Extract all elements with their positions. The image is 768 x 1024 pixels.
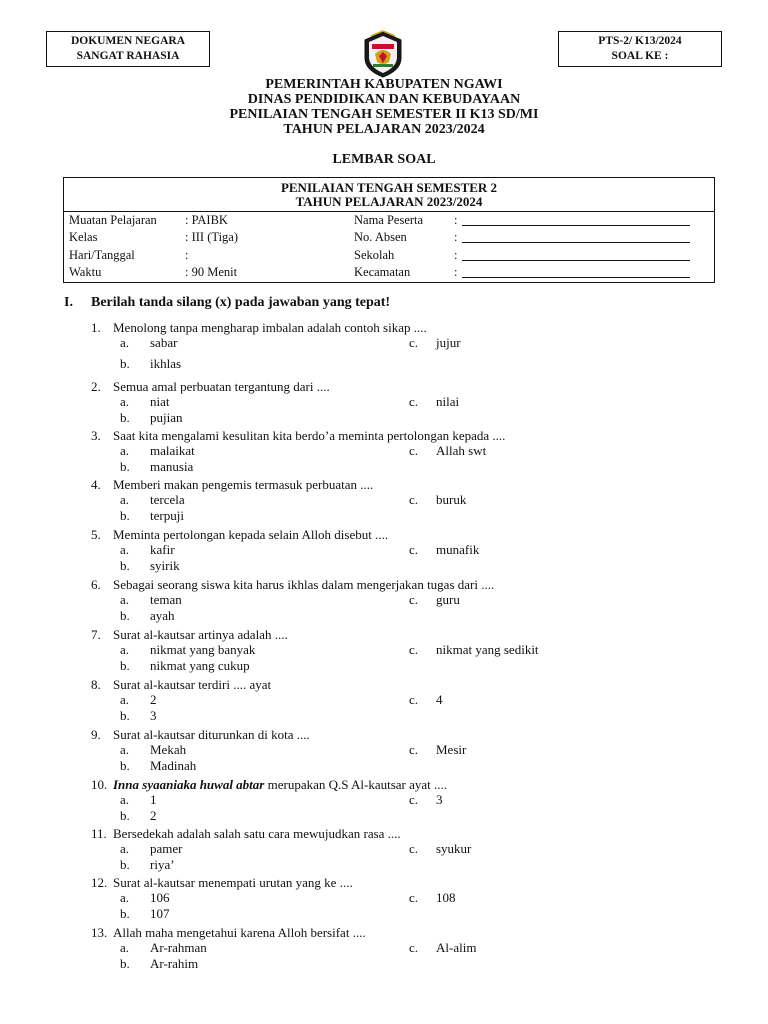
question-text: Bersedekah adalah salah satu cara mewujudkan rasa .... — [113, 826, 401, 841]
option-b-letter: b. — [120, 558, 130, 573]
question-number: 2. — [91, 379, 101, 394]
option-a[interactable]: kafir — [150, 542, 175, 557]
subject-value: : PAIBK — [185, 213, 228, 227]
option-b-letter: b. — [120, 708, 130, 723]
district-label: Kecamatan — [354, 265, 411, 279]
option-c-letter: c. — [409, 692, 419, 707]
option-b[interactable]: nikmat yang cukup — [150, 658, 250, 673]
option-b[interactable]: terpuji — [150, 508, 184, 523]
option-c-letter: c. — [409, 890, 419, 905]
participant-name-field[interactable] — [462, 225, 690, 226]
option-a-letter: a. — [120, 890, 130, 905]
option-a-letter: a. — [120, 592, 130, 607]
document-classification-box — [46, 31, 210, 67]
option-b-letter: b. — [120, 356, 130, 371]
assessment-title: PENILAIAN TENGAH SEMESTER II K13 SD/MI — [229, 107, 539, 122]
option-a[interactable]: 1 — [150, 792, 157, 807]
info-box-header — [64, 178, 714, 212]
option-b[interactable]: ikhlas — [150, 356, 182, 371]
department-title: DINAS PENDIDIKAN DAN KEBUDAYAAN — [247, 92, 521, 107]
option-c[interactable]: Al-alim — [436, 940, 477, 955]
question-text: Memberi makan pengemis termasuk perbuatan .... — [113, 477, 374, 492]
question-text: Allah maha mengetahui karena Alloh bersifat .... — [113, 925, 366, 940]
participant-name-colon: : — [454, 213, 458, 227]
classification-line-2: SANGAT RAHASIA — [76, 50, 180, 62]
class-label: Kelas — [69, 230, 98, 244]
option-b[interactable]: riya’ — [150, 857, 175, 872]
option-b[interactable]: syirik — [150, 558, 180, 573]
option-b-letter: b. — [120, 508, 130, 523]
option-c[interactable]: 108 — [436, 890, 456, 905]
question-number: 10. — [91, 777, 108, 792]
school-label: Sekolah — [354, 248, 395, 262]
option-c-letter: c. — [409, 642, 419, 657]
question-number: 4. — [91, 477, 101, 492]
option-a[interactable]: malaikat — [150, 443, 195, 458]
option-c[interactable]: buruk — [436, 492, 467, 507]
district-field[interactable] — [462, 277, 690, 278]
option-c-letter: c. — [409, 542, 419, 557]
option-a[interactable]: niat — [150, 394, 170, 409]
question-number: 3. — [91, 428, 101, 443]
subject-label: Muatan Pelajaran — [69, 213, 157, 227]
question-rest-text: merupakan Q.S Al-kautsar ayat .... — [264, 777, 448, 792]
info-header-line-2: TAHUN PELAJARAN 2023/2024 — [295, 194, 483, 209]
option-a-letter: a. — [120, 492, 130, 507]
option-b-letter: b. — [120, 410, 130, 425]
exam-code-line: PTS-2/ K13/2024 — [598, 35, 682, 47]
option-c-letter: c. — [409, 792, 419, 807]
question-number: 11. — [91, 826, 107, 841]
section-instruction: Berilah tanda silang (x) pada jawaban yang tepat! — [91, 295, 391, 310]
option-b[interactable]: 2 — [150, 808, 157, 823]
option-c[interactable]: jujur — [436, 335, 461, 350]
question-number: 12. — [91, 875, 108, 890]
option-b-letter: b. — [120, 956, 130, 971]
day-date-value: : — [185, 248, 189, 262]
duration-value: : 90 Menit — [185, 265, 238, 279]
option-c[interactable]: nilai — [436, 394, 460, 409]
question-text: Meminta pertolongan kepada selain Alloh disebut .... — [113, 527, 389, 542]
option-b[interactable]: manusia — [150, 459, 194, 474]
day-date-label: Hari/Tanggal — [69, 248, 135, 262]
option-a[interactable]: tercela — [150, 492, 185, 507]
option-b-letter: b. — [120, 658, 130, 673]
option-c[interactable]: 4 — [436, 692, 443, 707]
option-b-letter: b. — [120, 459, 130, 474]
option-a[interactable]: 106 — [150, 890, 170, 905]
option-a-letter: a. — [120, 792, 130, 807]
option-c-letter: c. — [409, 394, 419, 409]
option-b[interactable]: 3 — [150, 708, 157, 723]
roll-number-colon: : — [454, 230, 458, 244]
option-b[interactable]: Madinah — [150, 758, 197, 773]
option-a-letter: a. — [120, 940, 130, 955]
option-c[interactable]: syukur — [436, 841, 472, 856]
exam-code-box — [558, 31, 722, 67]
option-c-letter: c. — [409, 841, 419, 856]
option-b[interactable]: pujian — [150, 410, 183, 425]
option-a[interactable]: pamer — [150, 841, 183, 856]
option-c-letter: c. — [409, 492, 419, 507]
option-c-letter: c. — [409, 940, 419, 955]
option-c-letter: c. — [409, 443, 419, 458]
option-b[interactable]: Ar-rahim — [150, 956, 199, 971]
question-number: 5. — [91, 527, 101, 542]
government-title: PEMERINTAH KABUPATEN NGAWI — [265, 77, 503, 92]
academic-year-title: TAHUN PELAJARAN 2023/2024 — [283, 122, 485, 137]
student-info-box — [63, 177, 715, 283]
option-b[interactable]: 107 — [150, 906, 170, 921]
participant-name-label: Nama Peserta — [354, 213, 424, 227]
option-a-letter: a. — [120, 841, 130, 856]
question-number: 7. — [91, 627, 101, 642]
option-b[interactable]: ayah — [150, 608, 175, 623]
option-b-letter: b. — [120, 608, 130, 623]
question-text: Surat al-kautsar terdiri .... ayat — [113, 677, 272, 692]
district-colon: : — [454, 265, 458, 279]
option-a-letter: a. — [120, 692, 130, 707]
question-text — [113, 777, 447, 792]
option-a[interactable]: Ar-rahman — [150, 940, 207, 955]
roll-number-field[interactable] — [462, 242, 690, 243]
option-a[interactable]: sabar — [150, 335, 178, 350]
question-text: Surat al-kautsar diturunkan di kota .... — [113, 727, 310, 742]
ngawi-regency-emblem-icon — [361, 30, 405, 78]
question-number: 6. — [91, 577, 101, 592]
question-text: Saat kita mengalami kesulitan kita berdo’a meminta pertolongan kepada .... — [113, 428, 506, 443]
question-number: 13. — [91, 925, 108, 940]
question-text: Menolong tanpa mengharap imbalan adalah contoh sikap .... — [113, 320, 427, 335]
class-value: : III (Tiga) — [185, 230, 239, 244]
option-c[interactable]: Allah swt — [436, 443, 487, 458]
info-header-line-1: PENILAIAN TENGAH SEMESTER 2 — [280, 180, 498, 195]
question-sheet-number-line: SOAL KE : — [611, 50, 669, 62]
option-a-letter: a. — [120, 542, 130, 557]
question-emphasis-text: Inna syaaniaka huwal abtar — [113, 777, 265, 792]
question-number: 1. — [91, 320, 101, 335]
classification-line-1: DOKUMEN NEGARA — [70, 35, 186, 47]
option-a-letter: a. — [120, 642, 130, 657]
option-a-letter: a. — [120, 443, 130, 458]
option-b-letter: b. — [120, 906, 130, 921]
option-b-letter: b. — [120, 857, 130, 872]
option-c[interactable]: Mesir — [436, 742, 467, 757]
question-text: Semua amal perbuatan tergantung dari .... — [113, 379, 330, 394]
option-c-letter: c. — [409, 592, 419, 607]
section-numeral: I. — [64, 295, 73, 310]
question-text: Surat al-kautsar artinya adalah .... — [113, 627, 288, 642]
option-c[interactable]: nikmat yang sedikit — [436, 642, 539, 657]
school-field[interactable] — [462, 260, 690, 261]
option-a[interactable]: 2 — [150, 692, 157, 707]
question-text: Surat al-kautsar menempati urutan yang ke .... — [113, 875, 353, 890]
option-a[interactable]: nikmat yang banyak — [150, 642, 256, 657]
option-c[interactable]: 3 — [436, 792, 443, 807]
duration-label: Waktu — [69, 265, 102, 279]
option-a[interactable]: teman — [150, 592, 182, 607]
option-a[interactable]: Mekah — [150, 742, 187, 757]
option-c-letter: c. — [409, 335, 419, 350]
option-a-letter: a. — [120, 742, 130, 757]
question-text: Sebagai seorang siswa kita harus ikhlas dalam mengerjakan tugas dari .... — [113, 577, 495, 592]
option-b-letter: b. — [120, 758, 130, 773]
school-colon: : — [454, 248, 458, 262]
option-a-letter: a. — [120, 394, 130, 409]
option-b-letter: b. — [120, 808, 130, 823]
roll-number-label: No. Absen — [354, 230, 407, 244]
question-number: 8. — [91, 677, 101, 692]
option-c[interactable]: guru — [436, 592, 460, 607]
option-c[interactable]: munafik — [436, 542, 480, 557]
sheet-title: LEMBAR SOAL — [332, 152, 436, 167]
option-c-letter: c. — [409, 742, 419, 757]
option-a-letter: a. — [120, 335, 130, 350]
question-number: 9. — [91, 727, 101, 742]
